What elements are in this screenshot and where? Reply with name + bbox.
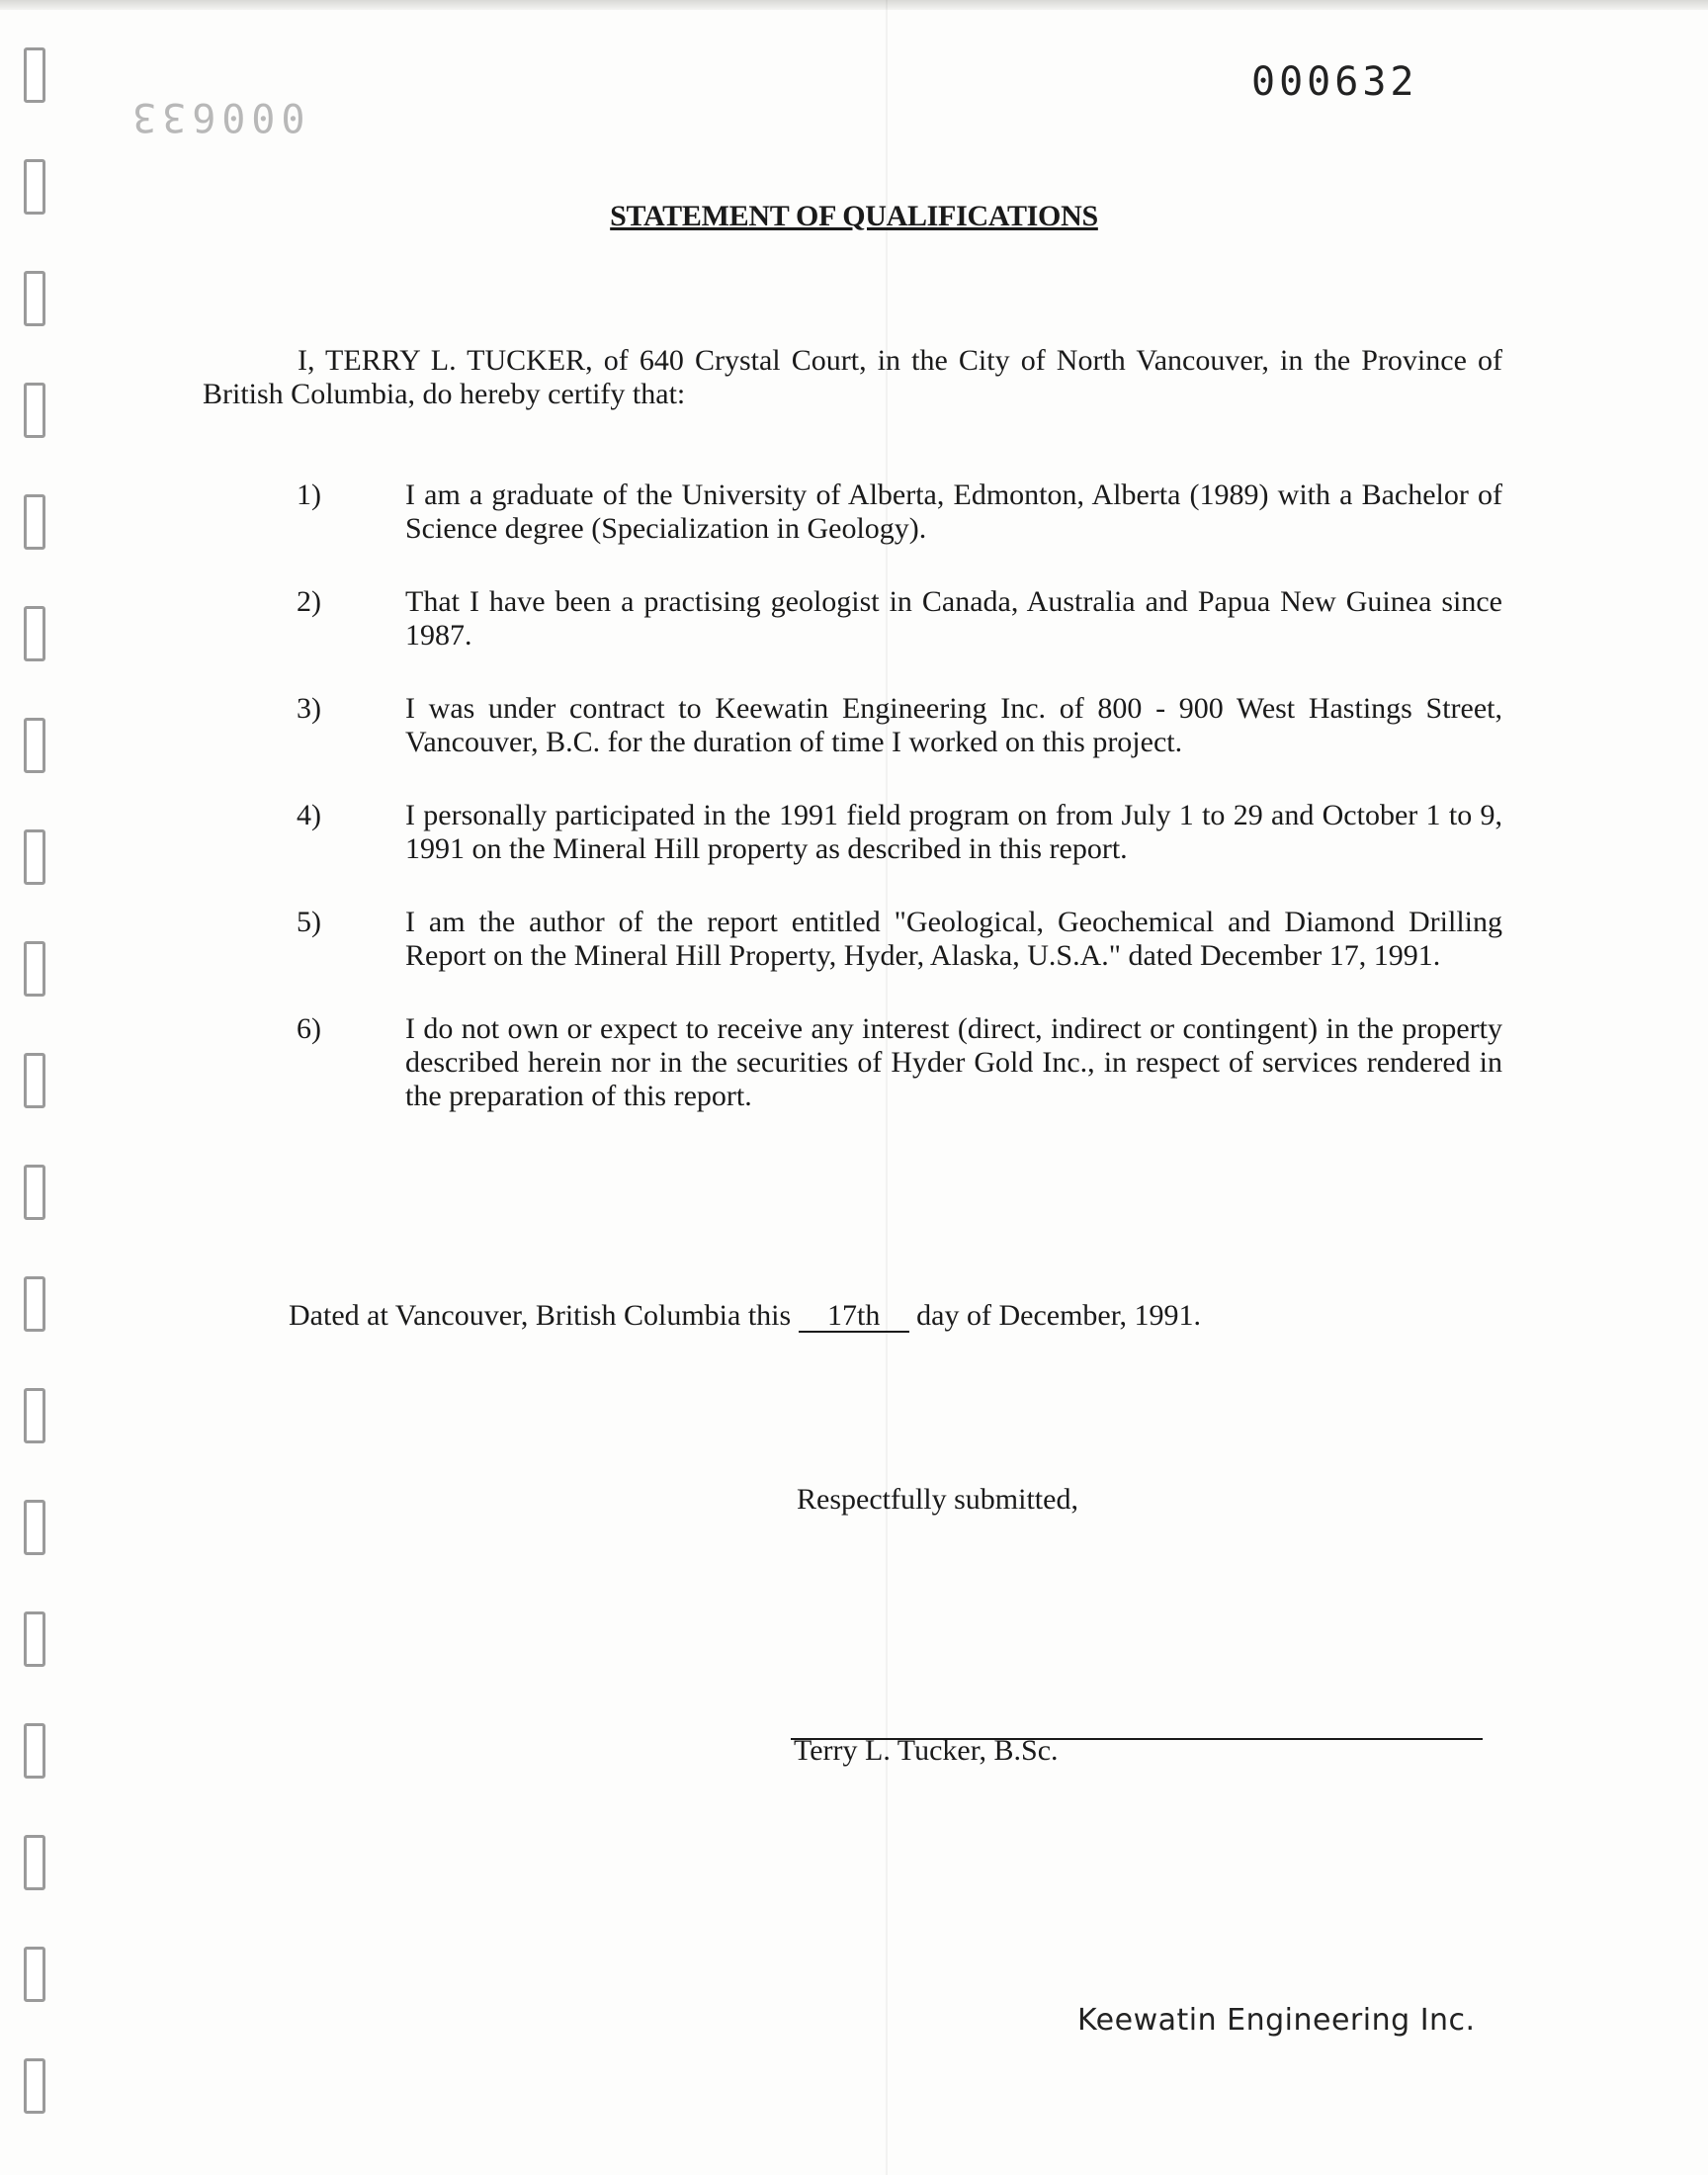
signer-name: Terry L. Tucker, B.Sc. [794,1734,1059,1767]
item-text: I personally participated in the 1991 field program on from July 1 to 29 and October 1 to 9, 1991 on the Mineral Hill property as described in this report. [405,799,1502,865]
punch-hole [24,1165,45,1220]
page-reference-number: 000632 [1251,59,1418,105]
item-number: 5) [297,906,321,938]
punch-hole [24,1723,45,1779]
item-number: 6) [297,1012,321,1045]
punch-hole [24,1276,45,1332]
bleed-through-page-number: 000633 [127,94,305,139]
punch-hole [24,1835,45,1890]
punch-hole [24,271,45,326]
punch-hole [24,2058,45,2114]
item-number: 4) [297,799,321,831]
punch-hole [24,47,45,103]
punch-hole [24,829,45,885]
item-text: I was under contract to Keewatin Engineering Inc. of 800 - 900 West Hastings Street, Vancouver, B.C. for the duration of time I worked on this project. [405,692,1502,758]
punch-hole [24,941,45,997]
dated-suffix: day of December, 1991. [916,1299,1202,1332]
item-text: I do not own or expect to receive any interest (direct, indirect or contingent) in the property described herein nor in the securities of Hyder Gold Inc., in respect of services rendered in the preparation of this report. [405,1012,1502,1112]
closing-line: Respectfully submitted, [797,1483,1078,1516]
document-title: STATEMENT OF QUALIFICATIONS [610,200,1098,232]
page-top-edge [0,0,1708,10]
company-footer: Keewatin Engineering Inc. [1077,2003,1476,2038]
item-text: That I have been a practising geologist in Canada, Australia and Papua New Guinea since 1987. [405,585,1502,652]
punch-hole [24,1611,45,1667]
punch-hole [24,494,45,550]
item-number: 1) [297,478,321,511]
punch-hole [24,1053,45,1108]
item-number: 2) [297,585,321,618]
punch-hole [24,1388,45,1443]
punch-hole [24,606,45,661]
binder-punch-holes [24,47,53,2124]
punch-hole [24,1500,45,1555]
dated-day-field: 17th [799,1301,909,1333]
qualification-item [297,799,1502,866]
qualification-item [297,906,1502,973]
qualification-item [297,585,1502,652]
qualification-item [297,1012,1502,1113]
punch-hole [24,1947,45,2002]
punch-hole [24,383,45,438]
dated-prefix: Dated at Vancouver, British Columbia this [289,1299,792,1332]
dated-statement [289,1299,1201,1333]
qualification-item [297,692,1502,759]
certification-intro: I, TERRY L. TUCKER, of 640 Crystal Court, in the City of North Vancouver, in the Province of British Columbia, do hereby certify that: [203,344,1502,410]
qualification-list [297,478,1502,1153]
item-number: 3) [297,692,321,725]
punch-hole [24,718,45,773]
item-text: I am a graduate of the University of Alberta, Edmonton, Alberta (1989) with a Bachelor of Science degree (Specialization in Geology). [405,478,1502,545]
item-text: I am the author of the report entitled "Geological, Geochemical and Diamond Drilling Report on the Mineral Hill Property, Hyder, Alaska, U.S.A." dated December 17, 1991. [405,906,1502,972]
qualification-item [297,478,1502,546]
